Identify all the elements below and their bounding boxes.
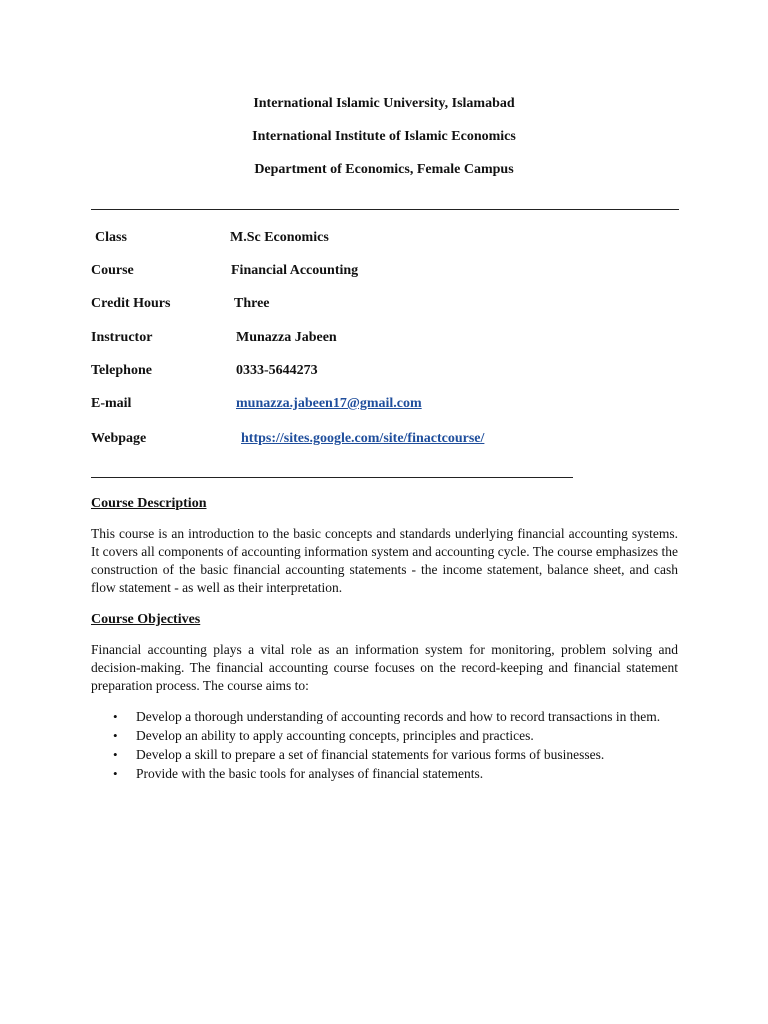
department-name: Department of Economics, Female Campus [254,162,514,177]
course-description-title: Course Description [91,496,207,511]
course-label: Course [91,263,134,278]
webpage-label: Webpage [91,431,147,446]
list-item [91,746,681,763]
instructor-value: Munazza Jabeen [236,330,337,345]
course-description-text: This course is an introduction to the basic concepts and standards underlying financial accounting systems. It covers all components of accounting information system and accounting cycle. The course emphasizes the construction of the basic financial accounting statements - the income statement, balance sheet, and cash flow statement - as well as their interpretation. [91,526,678,595]
credit-hours-value: Three [234,296,270,311]
email-link[interactable]: munazza.jabeen17@gmail.com [236,396,422,411]
list-item [91,727,681,744]
course-objectives-title: Course Objectives [91,612,201,627]
credit-hours-label: Credit Hours [91,296,171,311]
class-value: M.Sc Economics [230,230,329,245]
objective-text: Develop a thorough understanding of accounting records and how to record transactions in them. [136,709,661,724]
class-label: Class [95,230,127,245]
info-divider [91,477,573,478]
instructor-label: Instructor [91,330,153,345]
list-item [91,708,681,725]
objective-text: Develop an ability to apply accounting concepts, principles and practices. [136,728,534,743]
institute-name: International Institute of Islamic Economics [252,129,516,144]
course-value: Financial Accounting [231,263,359,278]
bullet-icon: • [113,766,118,781]
university-name: International Islamic University, Islamabad [253,96,515,111]
telephone-label: Telephone [91,363,152,378]
bullet-icon: • [113,728,118,743]
bullet-icon: • [113,747,118,762]
objectives-list [91,708,681,784]
bullet-icon: • [113,709,118,724]
objective-text: Develop a skill to prepare a set of financial statements for various forms of businesses. [136,747,605,762]
header-divider [91,209,679,210]
telephone-value: 0333-5644273 [236,363,318,378]
list-item [91,765,681,782]
course-objectives-intro: Financial accounting plays a vital role as an information system for monitoring, problem solving and decision-making. The financial accounting course focuses on the record-keeping and financial statement preparation process. The course aims to: [91,642,678,693]
email-label: E-mail [91,396,132,411]
webpage-link[interactable]: https://sites.google.com/site/finactcourse/ [241,431,485,446]
objective-text: Provide with the basic tools for analyses of financial statements. [136,766,484,781]
